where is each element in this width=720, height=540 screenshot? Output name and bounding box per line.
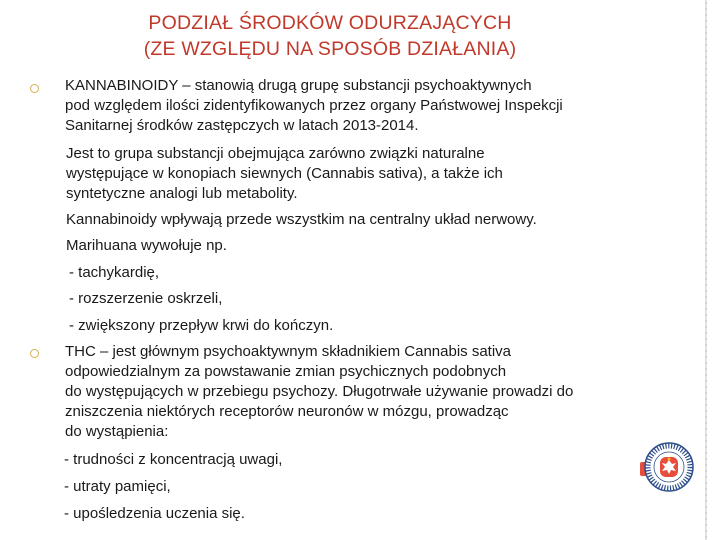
effect-item: - rozszerzenie oskrzeli, [69,290,223,307]
thc-description [65,342,685,442]
effect-item: - zwiększony przepływ krwi do kończyn. [69,317,334,334]
thc-line-1: THC – jest głównym psychoaktywnym składnikiem Cannabis sativa [65,343,512,360]
title-line-2: (ZE WZGLĘDU NA SPOSÓB DZIAŁANIA) [143,38,517,60]
kanna-line-1: KANNABINOIDY – stanowią drugą grupę substancji psychoaktywnych [65,77,532,94]
slide-title [60,10,600,62]
thc-effect-item: - upośledzenia uczenia się. [64,505,245,522]
thc-effect-item: - trudności z koncentracją uwagi, [64,451,283,468]
bullet-circle-icon [30,349,39,358]
kannabinoidy-cns: Kannabinoidy wpływają przede wszystkim na centralny układ nerwowy. [66,211,537,228]
thc-line-2: odpowiedzialnym za powstawanie zmian psychicznych podobnych [65,363,507,380]
effect-item: - tachykardię, [69,264,160,281]
thc-line-5: do wystąpienia: [65,423,169,440]
kanna-desc-line-2: występujące w konopiach siewnych (Cannabis sativa), a także ich [66,165,503,182]
slide-frame-dots [705,0,707,540]
kannabinoidy-description [66,144,686,204]
kanna-line-2: pod względem ilości zidentyfikowanych przez organy Państwowej Inspekcji [65,97,563,114]
bullet-circle-icon [30,84,39,93]
marihuana-intro: Marihuana wywołuje np. [66,237,227,254]
title-line-1: PODZIAŁ ŚRODKÓW ODURZAJĄCYCH [148,12,512,34]
kanna-desc-line-1: Jest to grupa substancji obejmująca zarówno związki naturalne [66,145,485,162]
thc-line-3: do występujących w przebiegu psychozy. Długotrwałe używanie prowadzi do [65,383,574,400]
kannabinoidy-intro [65,76,685,136]
thc-effect-item: - utraty pamięci, [64,478,171,495]
kanna-line-3: Sanitarnej środków zastępczych w latach 2013-2014. [65,117,419,134]
kanna-desc-line-3: syntetyczne analogi lub metabolity. [66,185,298,202]
inspection-emblem-icon [644,442,694,492]
thc-line-4: zniszczenia niektórych receptorów neuronów w mózgu, prowadząc [65,403,509,420]
